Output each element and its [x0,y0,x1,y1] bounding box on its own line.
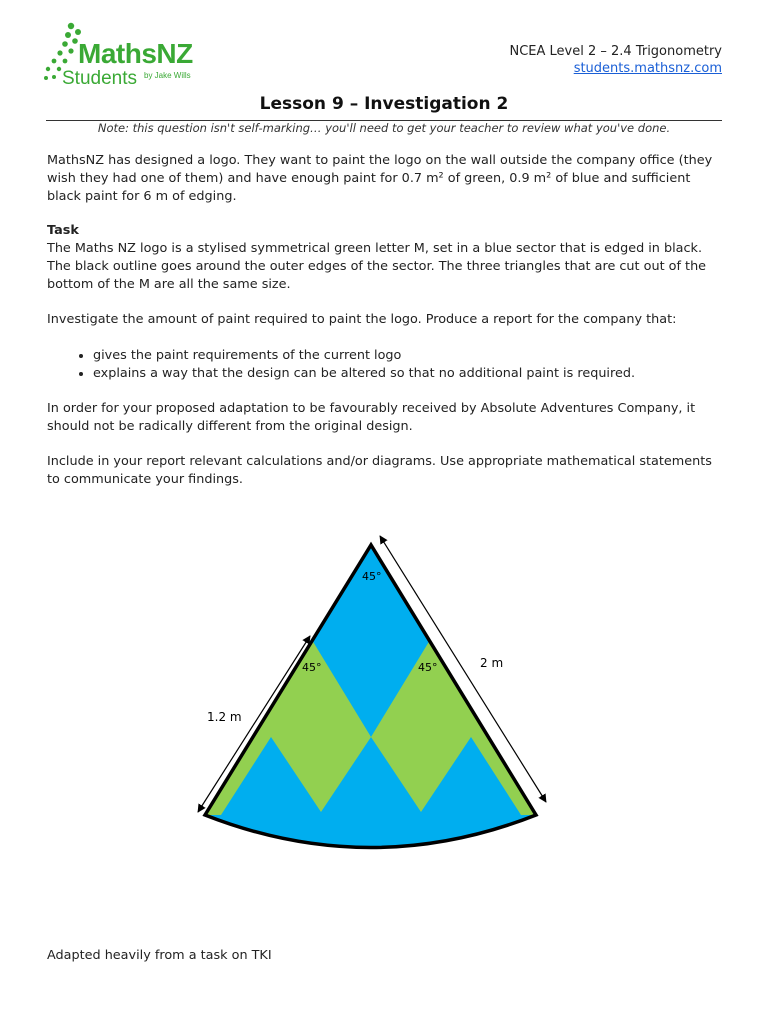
footer-credit: Adapted heavily from a task on TKI [47,948,272,963]
website-link[interactable]: students.mathsnz.com [573,61,722,76]
adaptation-paragraph: In order for your proposed adaptation to be favourably received by Absolute Adventures Company, it should not be radically different from the original design. [47,401,696,434]
course-label: NCEA Level 2 – 2.4 Trigonometry [509,44,722,59]
angle-top-label: 45° [362,570,382,583]
angle-right-label: 45° [418,661,438,674]
list-item: • gives the paint requirements of the current logo [93,347,768,365]
task-text: The Maths NZ logo is a stylised symmetrical green letter M, set in a blue sector that is edged in black. The black outline goes around the outer edges of the sector. The three triangles that are cut out of the bottom of the M are all the same size. [47,241,707,292]
investigate-paragraph: Investigate the amount of paint required to paint the logo. Produce a report for the company that: [47,312,677,327]
left-length-label: 1.2 m [207,710,242,724]
logo-sub-text: Students [62,68,137,89]
include-paragraph: Include in your report relevant calculations and/or diagrams. Use appropriate mathematical statements to communicate your findings. [47,454,712,487]
right-length-label: 2 m [480,656,504,670]
angle-left-label: 45° [302,661,322,674]
list-item: • explains a way that the design can be altered so that no additional paint is required. [93,365,768,383]
self-marking-note: Note: this question isn't self-marking… you'll need to get your teacher to review what you've done. [97,121,671,135]
task-heading: Task [47,223,79,238]
logo-by-text: by Jake Wills [144,71,191,80]
intro-paragraph: MathsNZ has designed a logo. They want to paint the logo on the wall outside the company office (they wish they had one of them) and have enough paint for 0.7 m² of green, 0.9 m² of blue and sufficient black paint for 6 m of edging. [47,153,713,204]
page-title: Lesson 9 – Investigation 2 [259,94,509,114]
blue-sector [205,545,536,848]
logo-brand-text: MathsNZ [78,38,193,69]
